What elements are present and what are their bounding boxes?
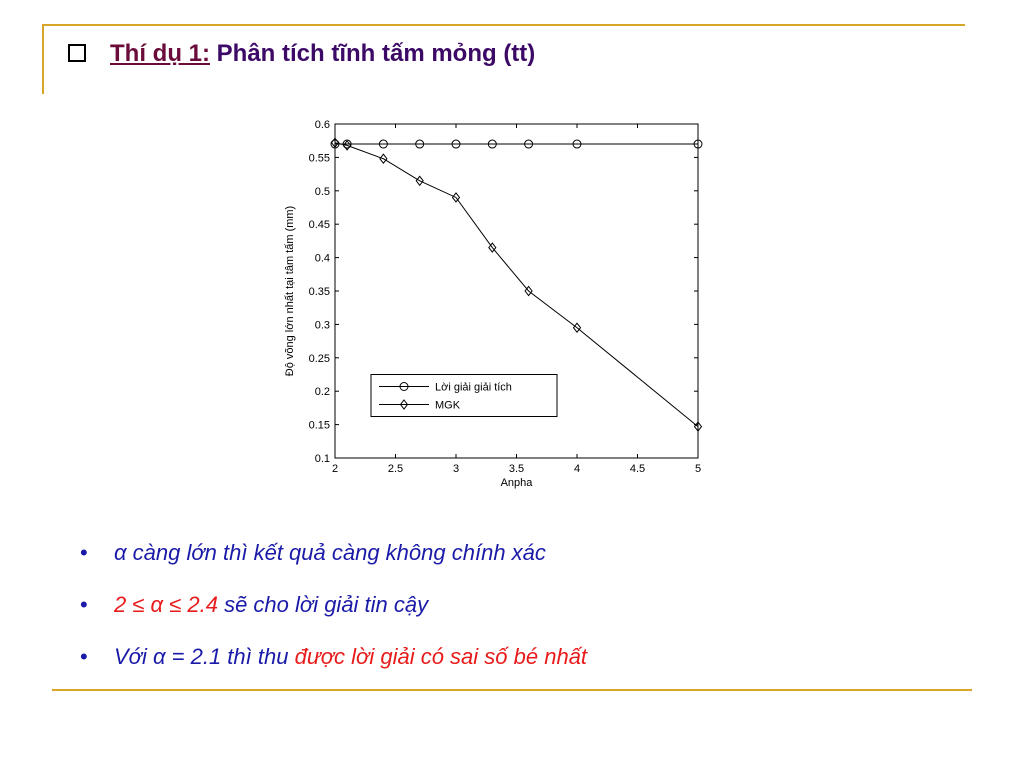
bullet-list bbox=[80, 538, 587, 694]
bullet-item bbox=[80, 642, 587, 694]
x-tick-label: 3.5 bbox=[508, 463, 525, 475]
y-tick-label: 0.5 bbox=[314, 185, 330, 198]
bullet-dot-icon: • bbox=[80, 540, 88, 565]
x-tick-label: 5 bbox=[694, 463, 702, 475]
bullet-dot-icon: • bbox=[80, 644, 88, 669]
x-tick-label: 4.5 bbox=[629, 463, 646, 475]
top-rule bbox=[42, 24, 965, 26]
bullet-dot-icon: • bbox=[80, 592, 88, 617]
x-tick-label: 2.5 bbox=[387, 463, 404, 475]
legend-label: MGK bbox=[435, 399, 461, 412]
bottom-rule bbox=[52, 689, 972, 691]
bullet-item bbox=[80, 590, 587, 642]
y-tick-label: 0.2 bbox=[314, 386, 330, 399]
bullet-text: α càng lớn thì kết quả càng không chính xác bbox=[114, 540, 546, 565]
y-tick-label: 0.15 bbox=[308, 419, 330, 432]
x-tick-label: 2 bbox=[331, 463, 339, 475]
bullet-text: α = 2.1 thì thu bbox=[152, 644, 295, 669]
y-tick-label: 0.6 bbox=[314, 119, 330, 131]
title-text: Phân tích tĩnh tấm mỏng (tt) bbox=[209, 40, 536, 67]
legend-label: Lời giải giải tích bbox=[435, 381, 512, 394]
y-tick-label: 0.55 bbox=[308, 152, 330, 165]
y-tick-label: 0.25 bbox=[308, 352, 330, 365]
y-tick-label: 0.35 bbox=[308, 286, 330, 298]
y-axis-label: Độ võng lớn nhất tại tâm tấm (mm) bbox=[284, 205, 296, 377]
y-tick-label: 0.1 bbox=[314, 453, 330, 465]
left-rule bbox=[42, 24, 44, 94]
x-tick-label: 3 bbox=[452, 463, 460, 475]
bullet-item bbox=[80, 538, 587, 590]
x-tick-label: 4 bbox=[573, 463, 581, 475]
y-tick-label: 0.45 bbox=[308, 219, 330, 232]
x-axis-label: Anpha bbox=[500, 477, 533, 489]
slide-title bbox=[68, 40, 535, 68]
y-tick-label: 0.3 bbox=[314, 319, 330, 332]
bullet-text: Với bbox=[114, 644, 153, 669]
title-prefix: Thí dụ 1: bbox=[110, 40, 210, 67]
checkbox-bullet-icon bbox=[68, 44, 86, 62]
bullet-text: 2 ≤ α ≤ 2.4 bbox=[114, 592, 218, 617]
bullet-text: được lời giải có sai số bé nhất bbox=[294, 644, 588, 669]
y-tick-label: 0.4 bbox=[314, 252, 330, 265]
bullet-text: sẽ cho lời giải tin cậy bbox=[217, 592, 429, 617]
deflection-chart bbox=[270, 108, 720, 503]
